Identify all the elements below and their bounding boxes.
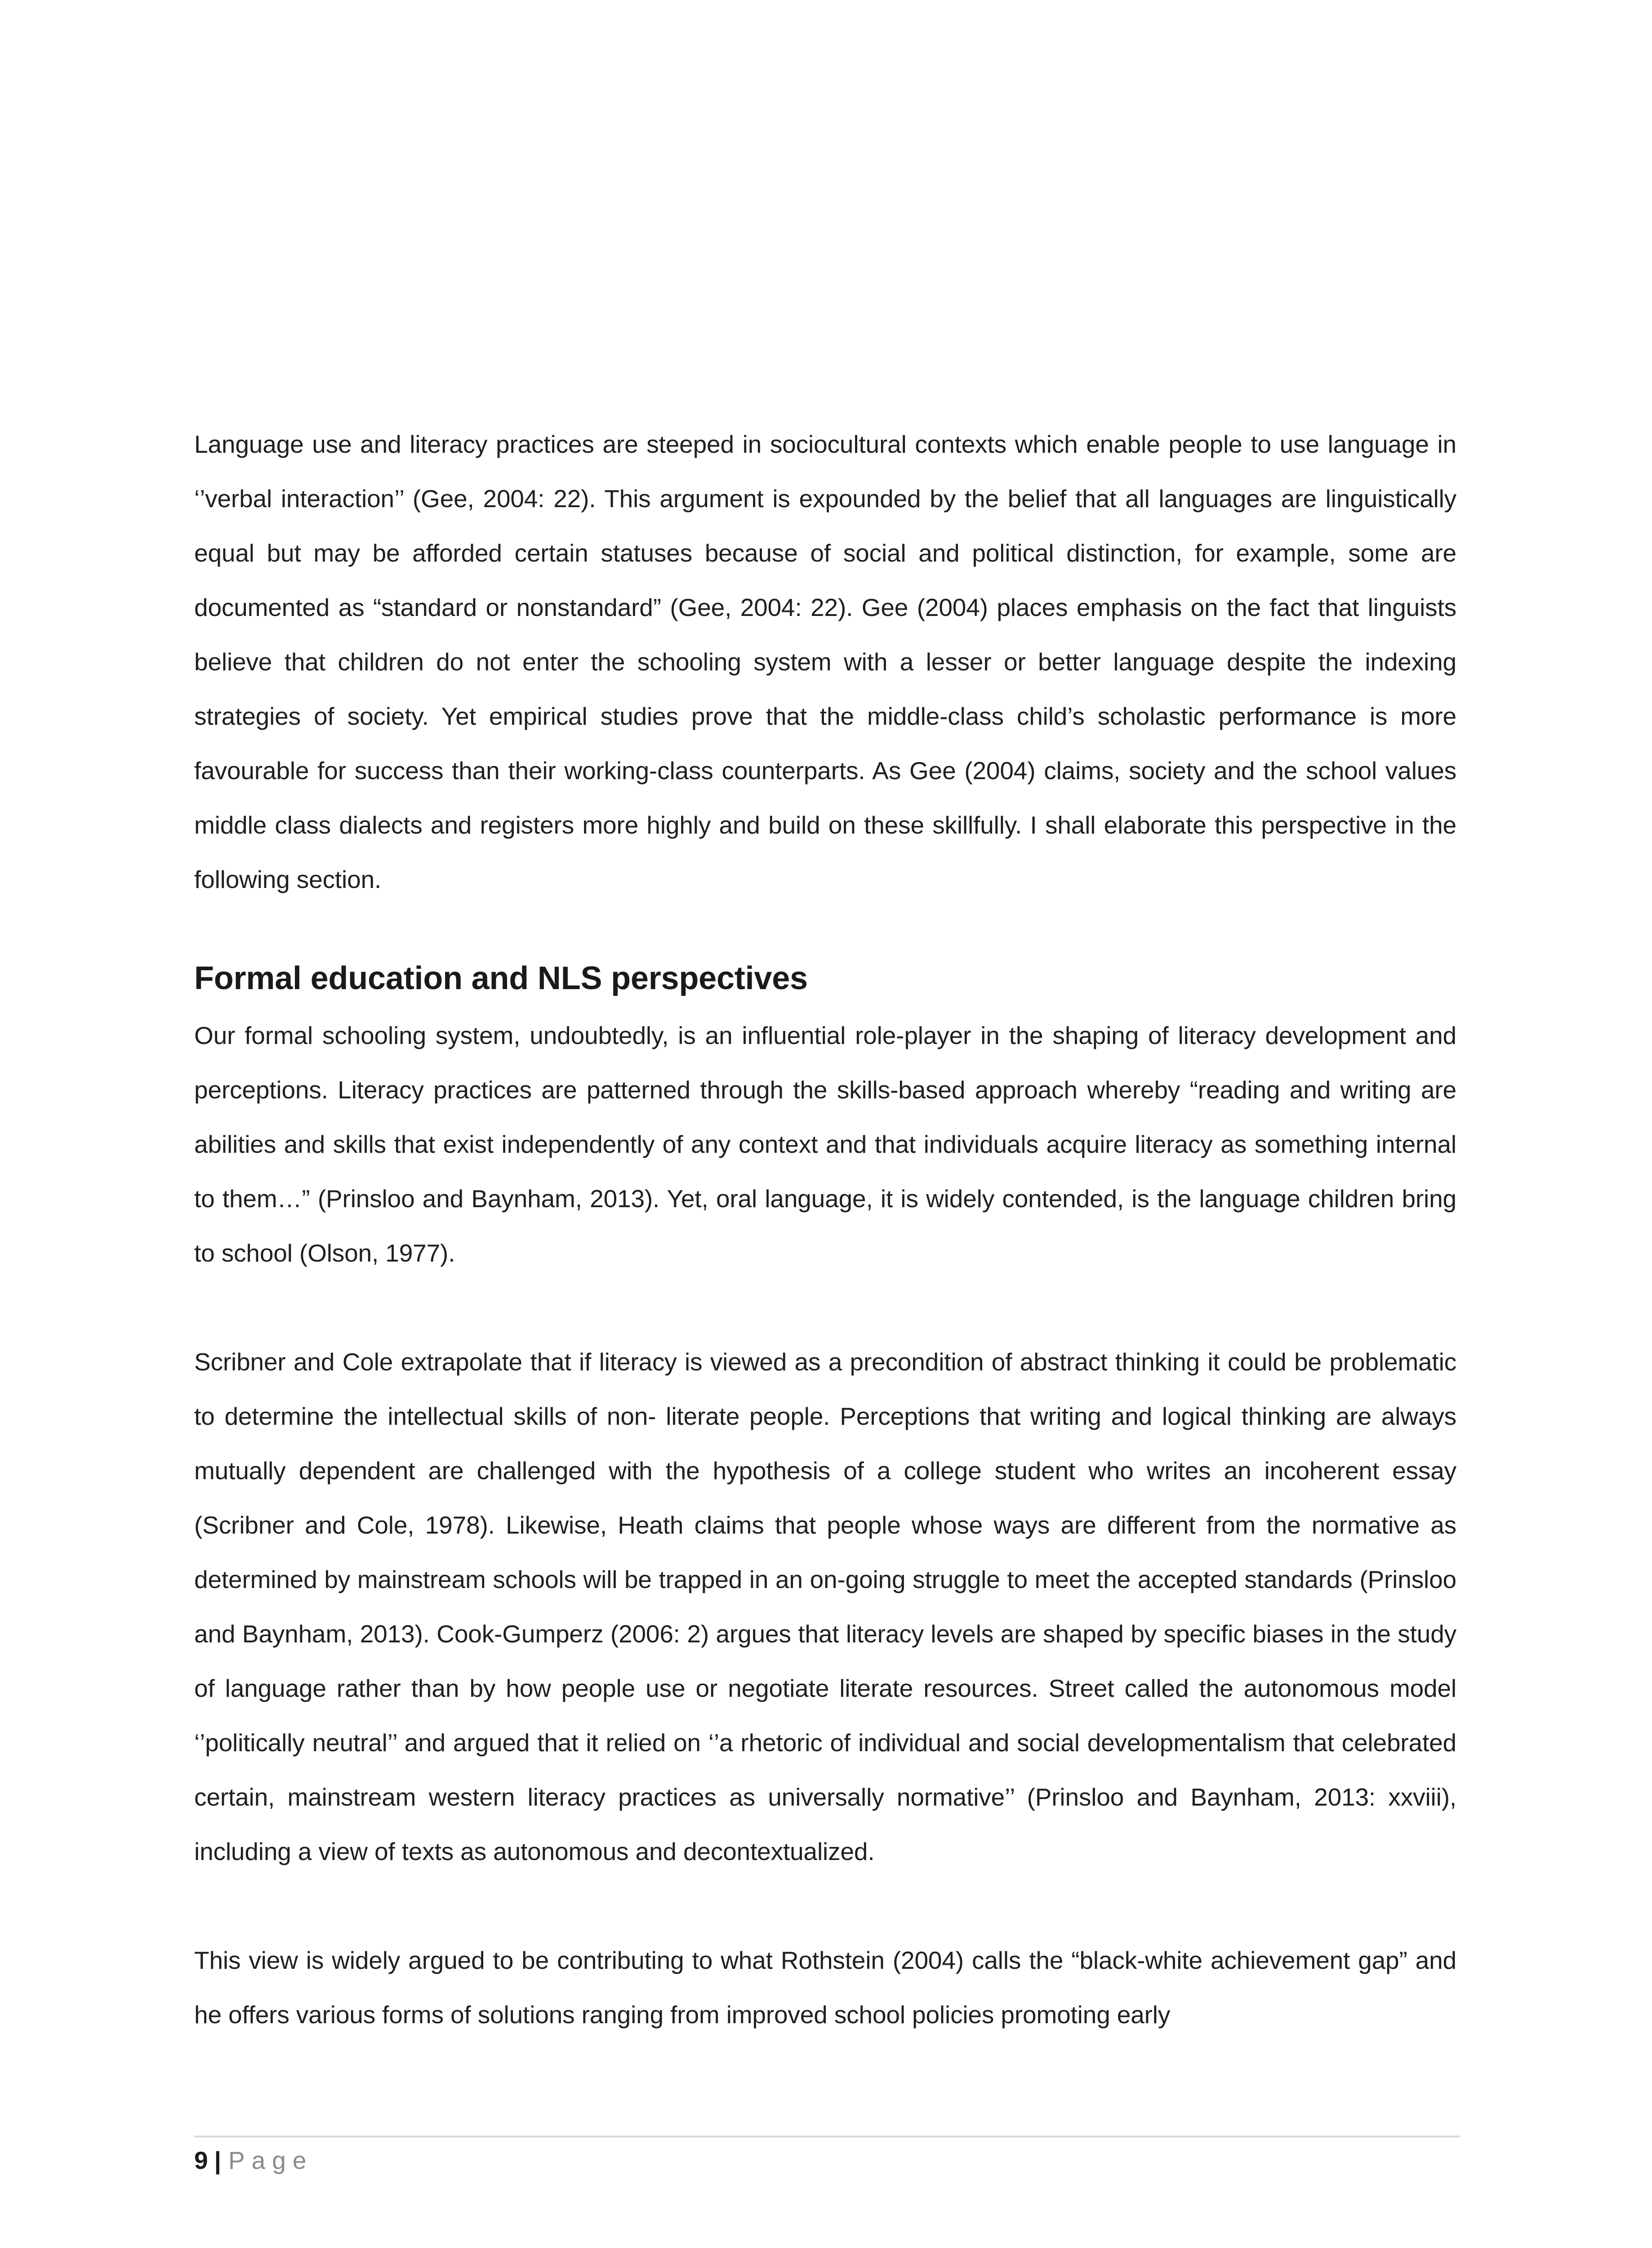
footer-separator: | [214, 2146, 221, 2174]
page-footer [194, 2142, 313, 2178]
page-label: Page [228, 2146, 313, 2174]
paragraph-language-use: Language use and literacy practices are steeped in sociocultural contexts which enable people to use language in ‘’verbal interaction’’ (Gee, 2004: 22). This argument is expounded by the belief that all languages are linguistically equal but may be afforded certain statuses because of social and political distinction, for example, some are documented as “standard or nonstandard” (Gee, 2004: 22). Gee (2004) places emphasis on the fact that linguists believe that children do not enter the schooling system with a lesser or better language despite the indexing strategies of society. Yet empirical studies prove that the middle-class child’s scholastic performance is more favourable for success than their working-class counterparts. As Gee (2004) claims, society and the school values middle class dialects and registers more highly and build on these skillfully. I shall elaborate this perspective in the following section. [194, 430, 1456, 893]
page-number: 9 [194, 2146, 208, 2174]
section-heading: Formal education and NLS perspectives [194, 960, 808, 996]
footer-divider [194, 2136, 1460, 2137]
paragraph-scribner-cole: Scribner and Cole extrapolate that if literacy is viewed as a precondition of abstract thinking it could be problematic to determine the intellectual skills of non- literate people. Perceptions that writing and logical thinking are always mutually dependent are challenged with the hypothesis of a college student who writes an incoherent essay (Scribner and Cole, 1978). Likewise, Heath claims that people whose ways are different from the normative as determined by mainstream schools will be trapped in an on-going struggle to meet the accepted standards (Prinsloo and Baynham, 2013). Cook-Gumperz (2006: 2) argues that literacy levels are shaped by specific biases in the study of language rather than by how people use or negotiate literate resources. Street called the autonomous model ‘’politically neutral’’ and argued that it relied on ‘’a rhetoric of individual and social developmentalism that celebrated certain, mainstream western literacy practices as universally normative’’ (Prinsloo and Baynham, 2013: xxviii), including a view of texts as autonomous and decontextualized. [194, 1348, 1456, 1865]
paragraph-formal-schooling: Our formal schooling system, undoubtedly, is an influential role-player in the shaping of literacy development and perceptions. Literacy practices are patterned through the skills-based approach whereby “reading and writing are abilities and skills that exist independently of any context and that individuals acquire literacy as something internal to them…” (Prinsloo and Baynham, 2013). Yet, oral language, it is widely contended, is the language children bring to school (Olson, 1977). [194, 1021, 1456, 1267]
paragraph-rothstein: This view is widely argued to be contributing to what Rothstein (2004) calls the “black-white achievement gap” and he offers various forms of solutions ranging from improved school policies promoting early [194, 1946, 1456, 2029]
document-body [194, 417, 1456, 2042]
